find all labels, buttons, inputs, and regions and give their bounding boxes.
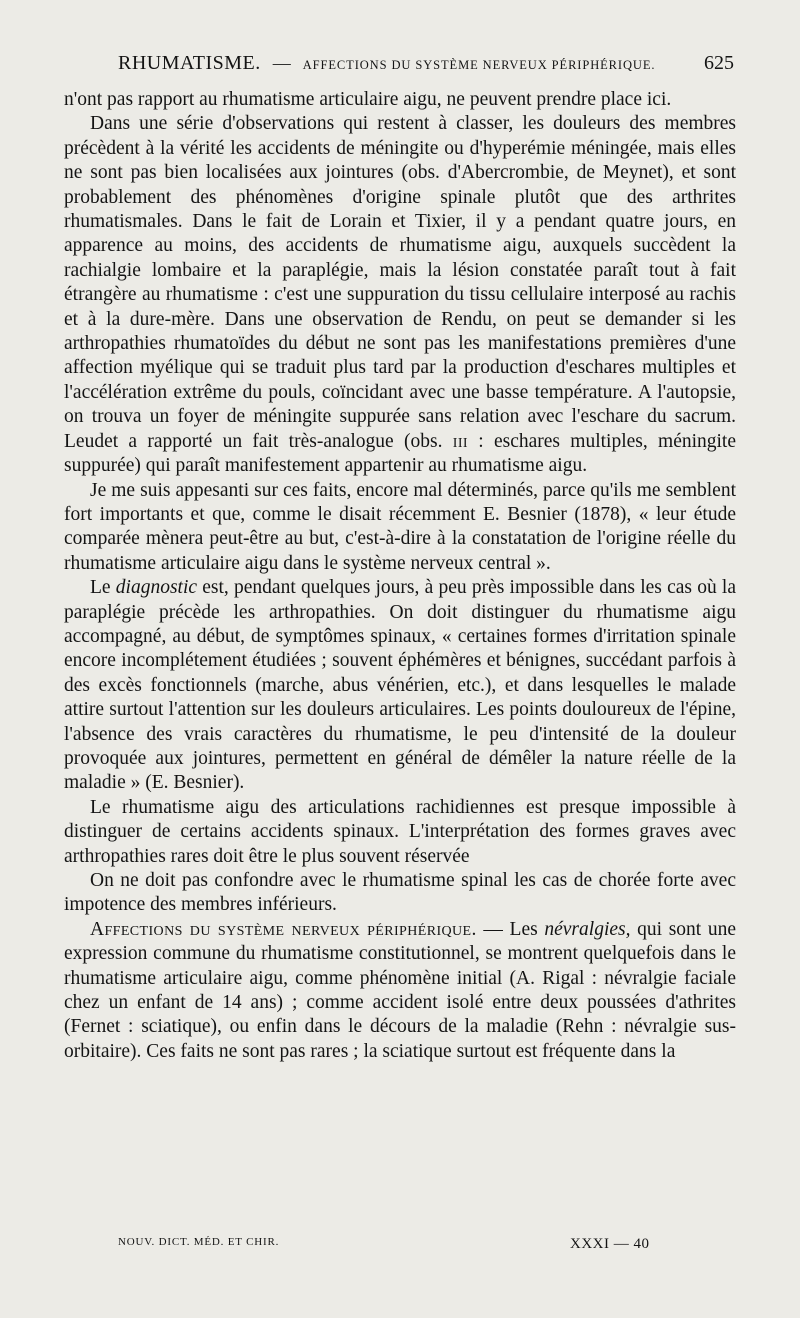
- header-subtitle: AFFECTIONS DU SYSTÈME NERVEUX PÉRIPHÉRIQUE.: [302, 58, 656, 72]
- paragraph-text: n'ont pas rapport au rhumatisme articulaire aigu, ne peuvent prendre place ici.: [64, 89, 672, 110]
- paragraph-text: est, pendant quelques jours, à peu près impossible dans les cas où la paraplégie précède les arthropathies. On doit distinguer du rhumatisme aigu accompagné, au début, de symptômes spinaux, « certaines formes d'irritation spinale encore incomplétement étudiées ; souvent éphémères et bénignes, succédant parfois à des excès fonctionnels (marche, abus vénérien, etc.), et dans lesquelles le malade attire surtout l'attention sur les douleurs articulaires. Les points douloureux de l'épine, l'absence des vrais caractères du rhumatisme, le peu d'intensité de la douleur provoquée aux jointures, permettent en général de démêler la nature réelle de la maladie » (E. Besnier).: [64, 577, 736, 794]
- paragraph-text: — Les: [476, 918, 545, 940]
- paragraph-text: Le: [90, 577, 116, 599]
- smallcaps-text: Affections du système nerveux périphérique.: [90, 918, 477, 940]
- paragraph: [64, 869, 736, 918]
- paragraph-text: : eschares multiples, méningite suppurée) qui paraît manifestement appartenir au rhumatisme aigu.: [64, 430, 737, 477]
- emphasis-text: névralgies,: [544, 918, 631, 940]
- paragraph-text: Le rhumatisme aigu des articulations rachidiennes est presque impossible à distinguer de certains accidents spinaux. L'interprétation des formes graves avec arthropathies rares doit être le plus souvent réservée: [64, 796, 736, 867]
- header-dash: —: [272, 53, 291, 73]
- running-header: [118, 52, 734, 80]
- header-title: RHUMATISME.: [118, 52, 261, 74]
- emphasis-text: diagnostic: [115, 577, 198, 599]
- body-text: [64, 88, 736, 1064]
- paragraph-text: qui sont une expression commune du rhumatisme constitutionnel, se montrent quelquefois dans le rhumatisme articulaire aigu, comme phénomène initial (A. Rigal : névralgie faciale chez un enfant de 14 ans) ; comme accident isolé entre deux poussées d'athrites (Fernet : sciatique), ou enfin dans le décours de la maladie (Rehn : névralgie sus-orbitaire). Ces faits ne sont pas rares ; la sciatique surtout est fréquente dans la: [64, 918, 737, 1062]
- paragraph-text: Dans une série d'observations qui restent à classer, les douleurs des membres précèdent à la vérité les accidents de méningite ou d'hyperémie méningée, mais elles ne sont pas bien localisées aux jointures (obs. d'Abercrombie, de Meynet), et sont probablement des phénomènes d'origine spinale plutôt que des arthrites rhumatismales. Dans le fait de Lorain et Tixier, il y a pendant quatre jours, en apparence au moins, des accidents de rhumatisme aigu, auxquels succèdent la rachialgie lombaire et la paraplégie, mais la lésion constatée paraît tout à fait étrangère au rhumatisme : c'est une suppuration du tissu cellulaire interposé au rachis et à la dure-mère. Dans une observation de Rendu, on peut se demander si les arthropathies rhumatoïdes du début ne sont pas les manifestations premières d'une affection myélique qui se traduit plus tard par la production d'eschares multiples et l'accélération extrême du pouls, coïncidant avec une basse température. A l'autopsie, on trouva un foyer de méningite suppurée sans relation avec l'eschare du sacrum. Leudet a rapporté un fait très-analogue (obs.: [64, 113, 736, 452]
- page-footer: [118, 1236, 714, 1256]
- paragraph: [64, 796, 736, 869]
- paragraph: [64, 479, 736, 577]
- paragraph: [64, 576, 736, 796]
- paragraph-text: Je me suis appesanti sur ces faits, encore mal déterminés, parce qu'ils me semblent fort importants et que, comme le disait récemment E. Besnier (1878), « leur étude comparée mènera peut-être au but, c'est-à-dire à la constatation de l'origine réelle du rhumatisme articulaire aigu dans le système nerveux central ».: [64, 479, 736, 574]
- footer-volume-sheet: XXXI — 40: [570, 1236, 650, 1252]
- paragraph: [64, 88, 736, 112]
- page-number: 625: [704, 52, 734, 74]
- footer-signature: NOUV. DICT. MÉD. ET CHIR.: [118, 1236, 280, 1248]
- paragraph: [64, 112, 736, 478]
- smallcaps-text: iii: [452, 430, 468, 452]
- paragraph: [64, 918, 736, 1064]
- paragraph-text: On ne doit pas confondre avec le rhumatisme spinal les cas de chorée forte avec impotence des membres inférieurs.: [64, 870, 736, 916]
